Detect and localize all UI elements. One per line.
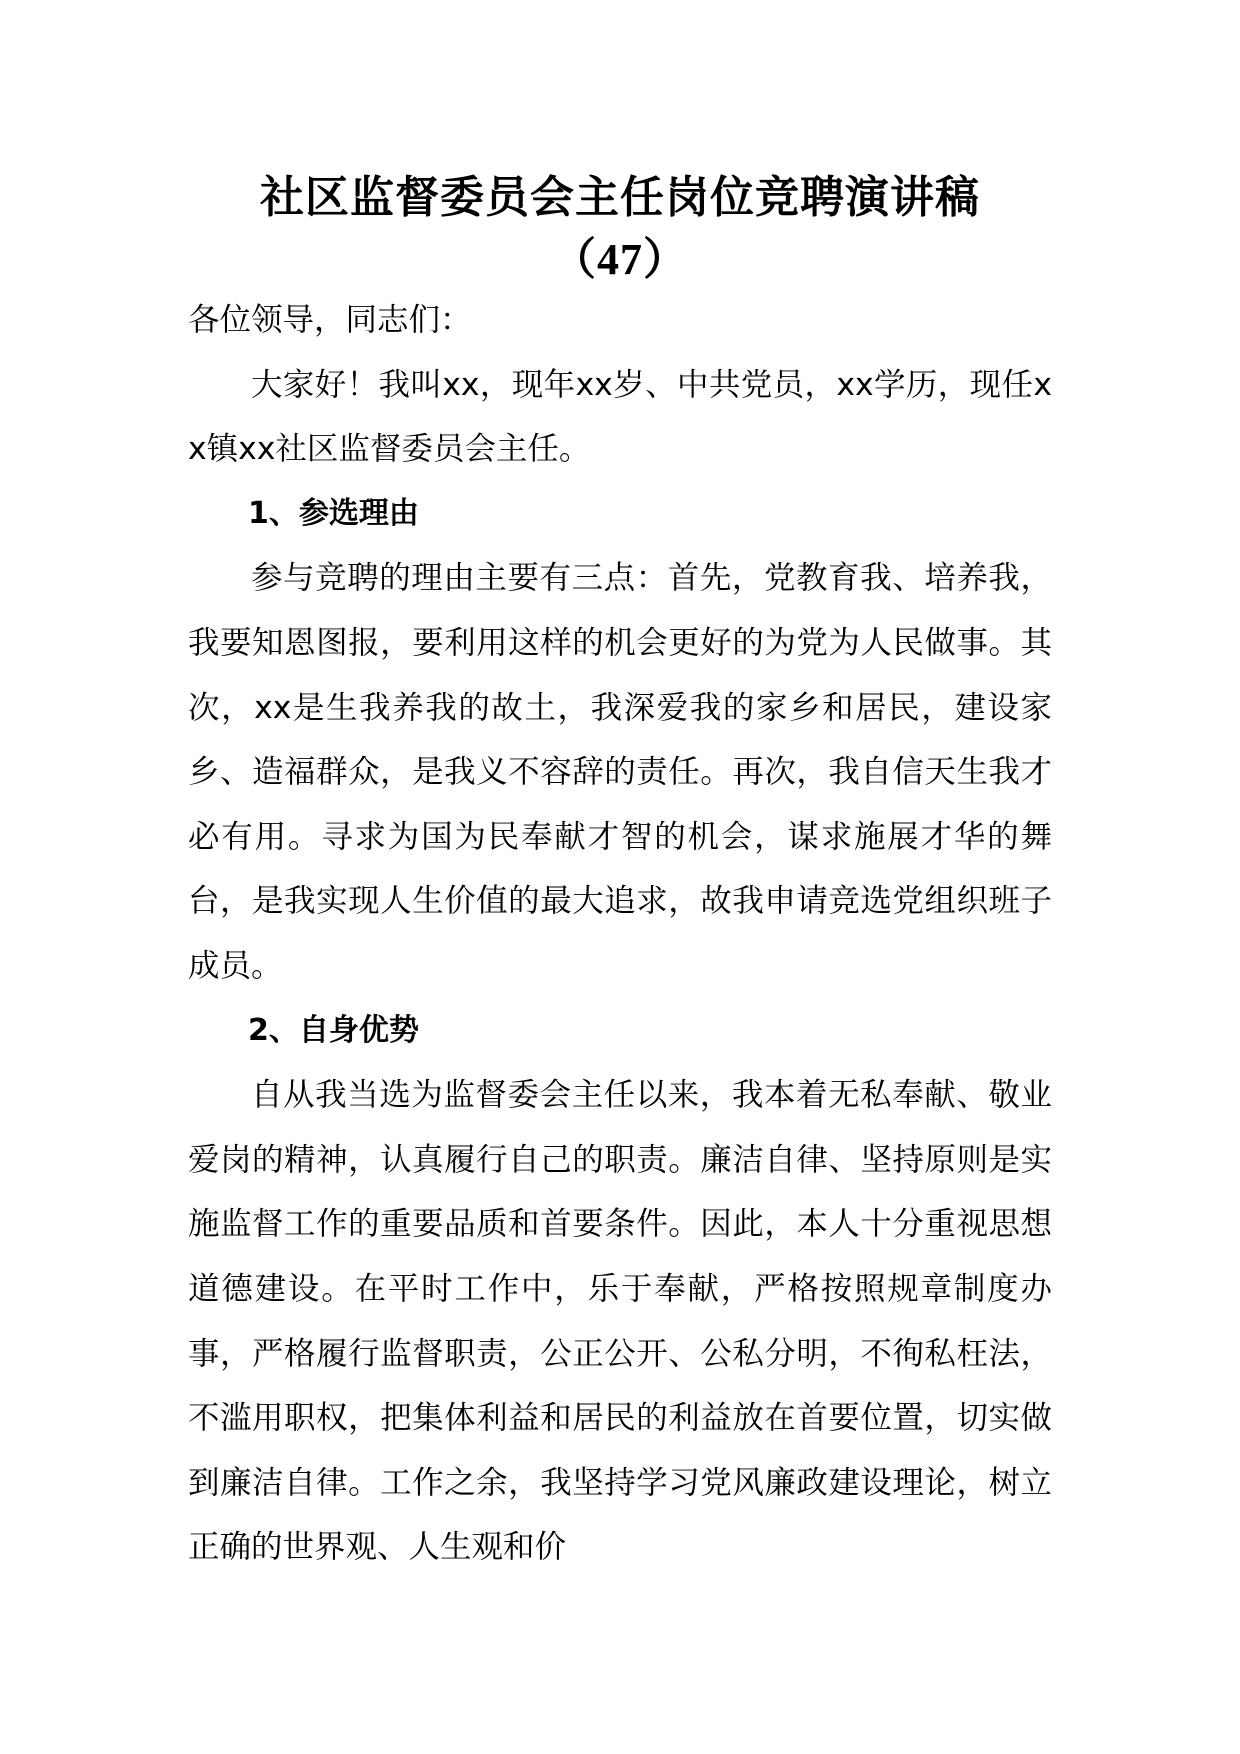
- section-heading-reasons: 1、参选理由: [248, 495, 419, 531]
- section-paragraph-reasons: 参与竞聘的理由主要有三点：首先，党教育我、培养我，我要知恩图报，要利用这样的机会更好的为党为人民做事。其次，xx是生我养我的故土，我深爱我的家乡和居民，建设家乡、造福群众，是我义不容辞的责任。再次，我自信天生我才必有用。寻求为国为民奉献才智的机会，谋求施展才华的舞台，是我实现人生价值的最大追求，故我申请竞选党组织班子成员。: [188, 560, 1052, 984]
- salutation: 各位领导，同志们：: [188, 302, 472, 338]
- document-body: [188, 288, 1052, 1580]
- section-heading-advantages: 2、自身优势: [248, 1012, 419, 1048]
- intro-paragraph: 大家好！我叫xx，现年xx岁、中共党员，xx学历，现任xx镇xx社区监督委员会主任。: [188, 366, 1052, 468]
- section-paragraph-advantages: 自从我当选为监督委会主任以来，我本着无私奉献、敬业爱岗的精神，认真履行自己的职责。廉洁自律、坚持原则是实施监督工作的重要品质和首要条件。因此，本人十分重视思想道德建设。在平时工作中，乐于奉献，严格按照规章制度办事，严格履行监督职责，公正公开、公私分明，不徇私枉法，不滥用职权，把集体利益和居民的利益放在首要位置，切实做到廉洁自律。工作之余，我坚持学习党风廉政建设理论，树立正确的世界观、人生观和价: [188, 1077, 1052, 1566]
- document-title-number: （47）: [552, 235, 688, 284]
- document-title: 社区监督委员会主任岗位竞聘演讲稿: [260, 172, 980, 223]
